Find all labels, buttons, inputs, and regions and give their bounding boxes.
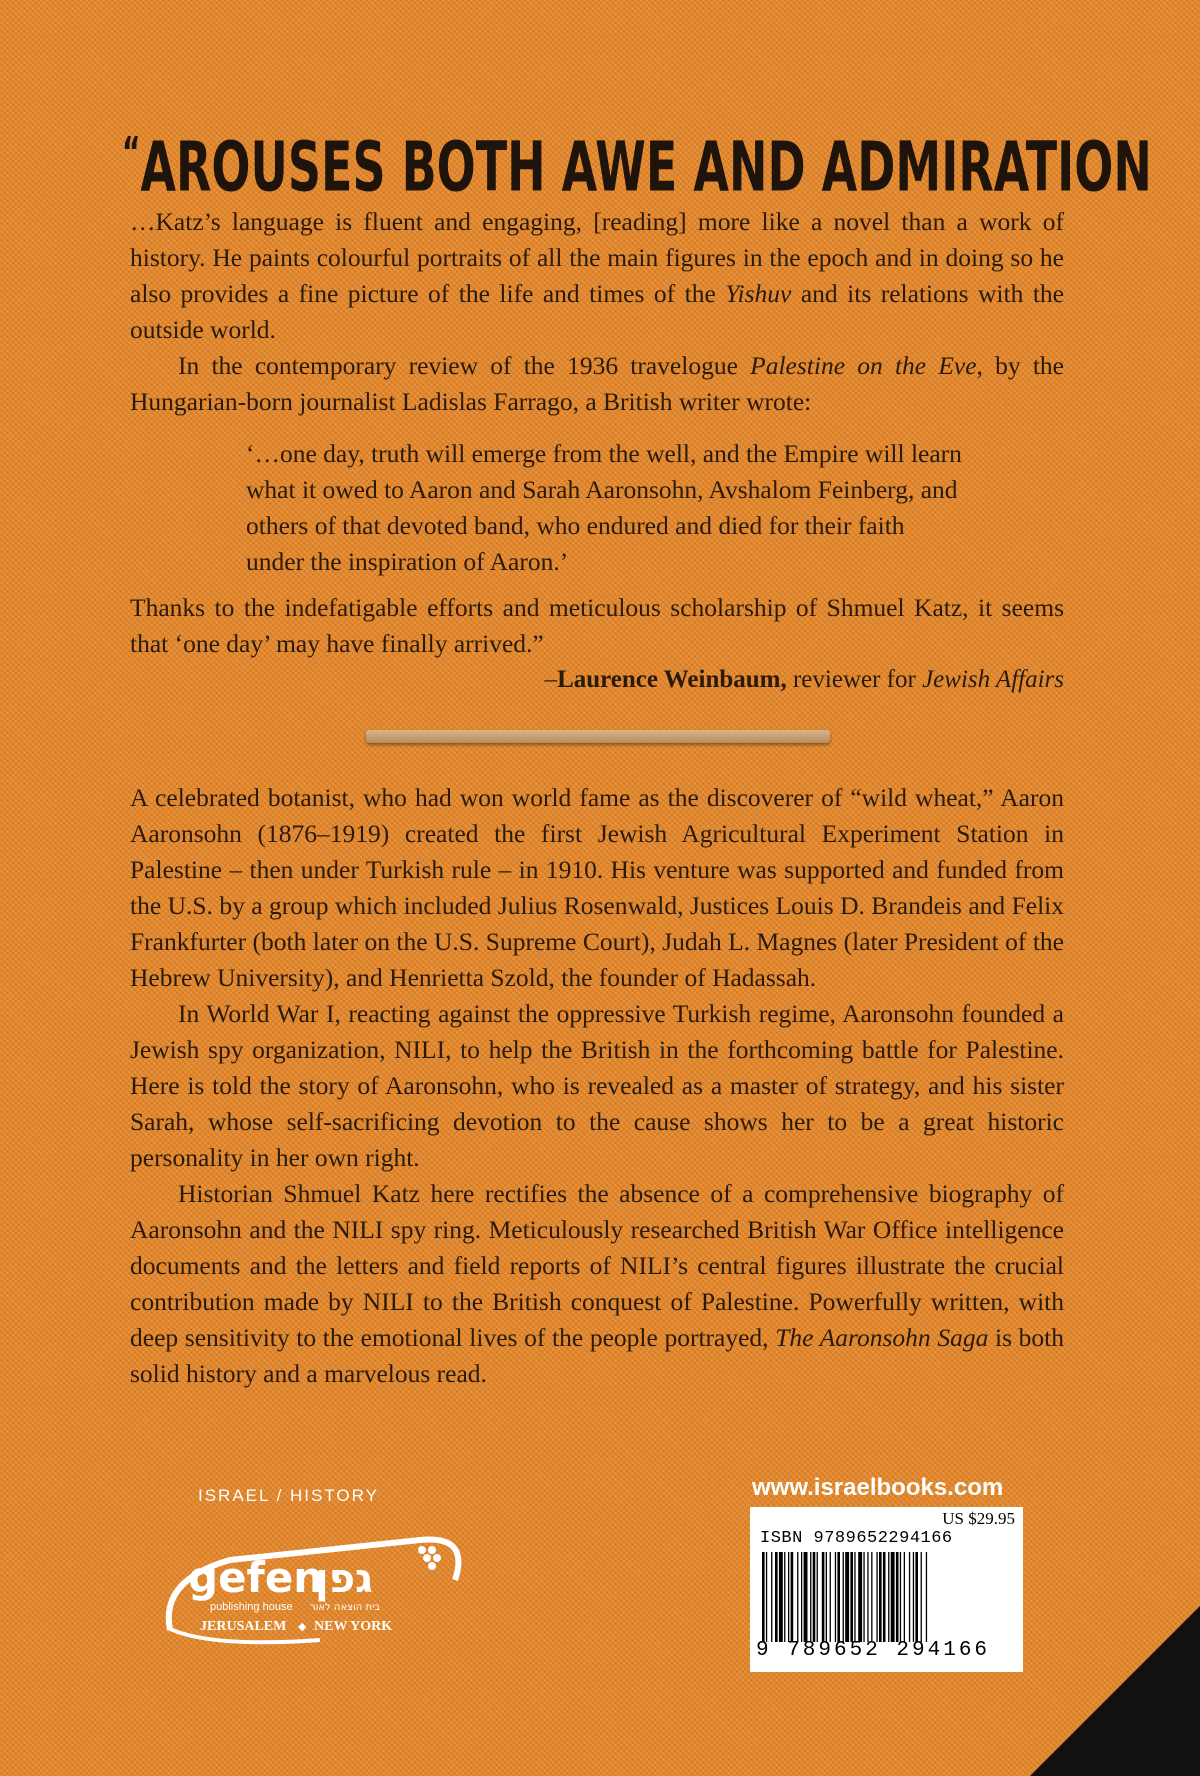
review-block-quote: ‘…one day, truth will emerge from the well, and the Empire will learn what it owed to Aaron and Sarah Aaronsohn, Avshalom Feinberg, and others of that devoted band, who endured and died for their faith under the inspiration of Aaron.’: [246, 439, 962, 576]
logo-city-2: NEW YORK: [314, 1619, 393, 1634]
barcode-bar: [891, 1552, 895, 1642]
logo-hebrew-sub: בית הוצאה לאור: [310, 1602, 381, 1613]
barcode-box: [750, 1507, 1023, 1672]
isbn-label: ISBN 9789652294166: [760, 1529, 953, 1548]
barcode-bar: [826, 1552, 827, 1642]
barcode-bar: [835, 1552, 836, 1642]
barcode-bar: [883, 1552, 886, 1642]
barcode-bars: [760, 1552, 1013, 1644]
logo-name: gefen: [188, 1553, 324, 1602]
barcode-bar: [775, 1552, 778, 1642]
barcode-bar: [762, 1552, 765, 1642]
synopsis-paragraph-1: A celebrated botanist, who had won world fame as the discoverer of “wild wheat,” Aaron Aaronsohn (1876–1919) created the first Jewish Agricultural Experiment Station in Palestine – then under Turkish rule – in 1910. His venture was supported and funded from the U.S. by a group which included Julius Rosenwald, Justices Louis D. Brandeis and Felix Frankfurter (both later on the U.S. Supreme Court), Judah L. Magnes (later President of the Hebrew University), and Henrietta Szold, the founder of Hadassah.: [130, 783, 1064, 992]
review-attribution: [130, 662, 1064, 698]
logo-separator: ◆: [298, 1620, 307, 1633]
logo-grape: [433, 1554, 441, 1562]
review-paragraph-1: [130, 204, 1064, 348]
synopsis-section: [130, 780, 1064, 1392]
barcode-bar: [926, 1552, 927, 1642]
barcode-bar: [871, 1552, 872, 1642]
synopsis-p3-italic: The Aaronsohn Saga: [775, 1323, 989, 1352]
headline-open-quote: “: [122, 127, 141, 177]
synopsis-p3-text-end: is both solid history and a marvelous read.: [130, 1323, 1065, 1388]
divider-bar: [366, 730, 830, 743]
barcode-bar: [915, 1552, 918, 1642]
barcode-bar: [858, 1552, 862, 1642]
review-paragraph-2: [130, 348, 1064, 420]
barcode-bar: [867, 1552, 868, 1642]
logo-city-1: JERUSALEM: [200, 1619, 287, 1634]
barcode-bar: [804, 1552, 808, 1642]
review-section: [130, 204, 1064, 698]
barcode-bar: [843, 1552, 844, 1642]
barcode-bar: [921, 1552, 922, 1642]
barcode-bar: [876, 1552, 877, 1642]
barcode-bar: [896, 1552, 899, 1642]
barcode-bar: [879, 1552, 882, 1642]
attribution-name: Laurence Weinbaum,: [557, 666, 787, 693]
category-label: ISRAEL / HISTORY: [198, 1486, 379, 1505]
barcode-bar: [913, 1552, 914, 1642]
publisher-logo: [150, 1510, 470, 1650]
barcode-bar: [837, 1552, 840, 1642]
headline-text: AROUSES BOTH AWE AND ADMIRATION: [140, 126, 1152, 207]
synopsis-p3-text: Historian Shmuel Katz here rectifies the absence of a comprehensive biography of Aaronsohn and the NILI spy ring. Meticulously researched British War Office intelligence documents and the letters and field reports of NILI’s central figures illustrate the crucial contribution made by NILI to the British conquest of Palestine. Powerfully written, with deep sensitivity to the emotional lives of the people portrayed,: [130, 1179, 1064, 1352]
corner-triangle: [1030, 1606, 1200, 1776]
attribution-dash: –: [544, 666, 558, 693]
review-p1-text: …Katz’s language is fluent and engaging, [reading] more like a novel than a work of history. He paints colourful portraits of all the main figures in the epoch and in doing so he also provides a fine picture of the life and times of the: [130, 207, 1064, 308]
barcode-bar: [830, 1552, 831, 1642]
barcode-bar: [904, 1552, 905, 1642]
barcode-bar: [854, 1552, 855, 1642]
review-p2-italic: Palestine on the Eve: [750, 351, 977, 380]
barcode-bar: [850, 1552, 853, 1642]
logo-grape: [428, 1562, 436, 1570]
headline: [122, 126, 1152, 207]
barcode-bar: [810, 1552, 811, 1642]
logo-hebrew-name: גפן: [315, 1556, 373, 1602]
barcode-bar: [909, 1552, 910, 1642]
barcode-bar: [863, 1552, 864, 1642]
price-label: US $29.95: [942, 1509, 1015, 1528]
logo-grape: [428, 1546, 436, 1554]
barcode-bar: [817, 1552, 818, 1642]
review-p1-italic: Yishuv: [725, 279, 792, 308]
review-p2-text: In the contemporary review of the 1936 travelogue: [178, 351, 751, 380]
barcode-bar: [779, 1552, 783, 1642]
synopsis-paragraph-2: In World War I, reacting against the oppressive Turkish regime, Aaronsohn founded a Jewish spy organization, NILI, to help the British in the forthcoming battle for Palestine. Here is told the story of Aaronsohn, who is revealed as a master of strategy, and his sister Sarah, whose self-sacrificing devotion to the cause shows her to be a great historic personality in her own right.: [130, 999, 1064, 1172]
website-url: www.israelbooks.com: [752, 1474, 1004, 1501]
review-p2-text-end: , by the Hungarian-born journalist Ladislas Farrago, a British writer wrote:: [130, 351, 1064, 416]
barcode-bar: [766, 1552, 767, 1642]
barcode-bar: [791, 1552, 794, 1642]
barcode-bar: [788, 1552, 789, 1642]
logo-grape: [423, 1554, 431, 1562]
barcode-bar: [813, 1552, 816, 1642]
review-paragraph-3: Thanks to the indefatigable efforts and meticulous scholarship of Shmuel Katz, it seems that ‘one day’ may have finally arrived.”: [130, 593, 1064, 658]
review-p1-text-end: and its relations with the outside world.: [130, 279, 1064, 344]
barcode-bar: [801, 1552, 802, 1642]
barcode-bar: [784, 1552, 785, 1642]
synopsis-paragraph-3: [130, 1176, 1064, 1392]
barcode-bar: [771, 1552, 772, 1642]
attribution-publication: Jewish Affairs: [922, 666, 1064, 693]
attribution-role: reviewer for: [786, 666, 923, 693]
barcode-digits: 9 789652 294166: [756, 1639, 991, 1662]
barcode-bar: [845, 1552, 849, 1642]
logo-grape: [418, 1546, 426, 1554]
barcode-bar: [888, 1552, 889, 1642]
barcode-bar: [822, 1552, 825, 1642]
logo-sub: publishing house: [210, 1601, 293, 1613]
barcode-bar: [797, 1552, 798, 1642]
barcode-bar: [900, 1552, 901, 1642]
